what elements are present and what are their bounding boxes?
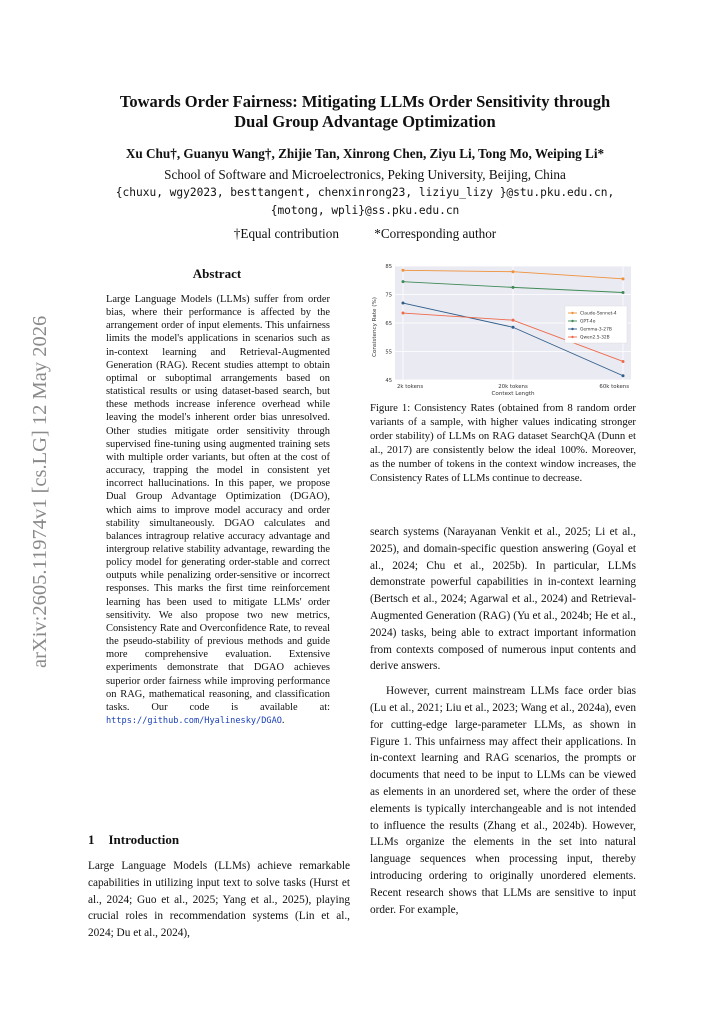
author-list: Xu Chu†, Guanyu Wang†, Zhijie Tan, Xinrong Chen, Ziyu Li, Tong Mo, Weiping Li* xyxy=(125,146,605,161)
data-point xyxy=(402,312,405,315)
data-point xyxy=(622,360,625,363)
paper-title xyxy=(70,92,660,132)
arxiv-stamp xyxy=(22,290,52,670)
data-point xyxy=(622,374,625,377)
email-line-1: {chuxu, wgy2023, besttangent, chenxinrong23, liziyu_lizy }@stu.pku.edu.cn, xyxy=(115,186,615,199)
code-link[interactable]: https://github.com/Hyalinesky/DGAO xyxy=(106,716,282,726)
legend-label: Claude-Sonnet-4 xyxy=(580,311,617,317)
y-tick-label: 45 xyxy=(385,378,392,384)
data-point xyxy=(512,326,515,329)
abstract-text: Large Language Models (LLMs) suffer from order bias, where their performance is affected by the arrangement order of input elements. This unfairness limits the model's applications in scenarios such as in-context learning and Retrieval-Augmented Generation (RAG). Recent studies attempt to obtain optimal or suboptimal arrangements based on statistical results or using dataset-based search, but these methods increase inference overhead while leaving the model's inherent order bias unresolved. Other studies mitigate order sensitivity through supervised fine-tuning using augmented training sets with multiple order variants, but often at the cost of accuracy, trapping the model in consistent yet incorrect hallucinations. In this paper, we propose Dual Group Advantage Optimization (DGAO), which aims to improve model accuracy and order stability simultaneously. DGAO calculates and balances intragroup relative accuracy advantage and intergroup relative stability advantage, rewarding the policy model for generating order-stable and correct outputs while penalizing order-sensitive or incorrect responses. This marks the first time reinforcement learning has been used to mitigate LLMs' order sensitivity. We also propose two new metrics, Consistency Rate and Overconfidence Rate, to reveal the pseudo-stability of previous methods and guide more comprehensive evaluation. Extensive experiments demonstrate that DGAO achieves superior order fairness while improving performance on RAG, mathematical reasoning, and classification tasks. Our code is available at: xyxy=(106,294,330,713)
y-tick-label: 65 xyxy=(385,321,392,327)
email-line-2: {motong, wpli}@ss.pku.edu.cn xyxy=(270,204,460,217)
chart-svg xyxy=(367,262,636,397)
email-block xyxy=(70,184,660,220)
abstract-heading: Abstract xyxy=(192,266,242,281)
x-axis-label: Context Length xyxy=(491,391,535,397)
x-tick-label: 2k tokens xyxy=(397,384,424,390)
figure-1-chart xyxy=(367,262,636,397)
section-number: 1 xyxy=(88,832,95,847)
equal-contribution-note: †Equal contribution xyxy=(233,226,339,241)
data-point xyxy=(512,270,515,273)
legend-marker xyxy=(571,320,573,322)
legend-label: Gemma-3-27B xyxy=(580,327,612,333)
section-title: Introduction xyxy=(108,832,180,847)
y-axis-label: Consistency Rate (%) xyxy=(372,297,378,357)
y-tick-label: 85 xyxy=(385,264,392,270)
corresponding-author-note: *Corresponding author xyxy=(374,226,497,241)
section-heading xyxy=(88,832,179,848)
y-tick-labels xyxy=(385,264,392,384)
data-point xyxy=(402,269,405,272)
intro-paragraph: Large Language Models (LLMs) achieve remarkable capabilities in utilizing input text to solve tasks (Hurst et al., 2024; Guo et al., 2025; Yang et al., 2025), playing crucial roles in recommendation systems (Lin et al., 2024; Du et al., 2024), xyxy=(88,860,350,940)
title-line-2: Dual Group Advantage Optimization xyxy=(234,112,496,131)
x-tick-label: 60k tokens xyxy=(599,384,629,390)
right-paragraph-1: search systems (Narayanan Venkit et al., 2025; Li et al., 2025), and domain-specific question answering (Goyal et al., 2024; Chu et al., 2025b). In particular, LLMs demonstrate powerful capabilities in in-context learning (Bertsch et al., 2024; Agarwal et al., 2024) and Retrieval-Augmented Generation (RAG) (Yu et al., 2024b; He et al., 2024) tasks, being able to extract important information from contexts composed of numerous input contents and derive answers. xyxy=(370,526,636,673)
data-point xyxy=(512,319,515,322)
legend-marker xyxy=(571,328,573,330)
data-point xyxy=(402,280,405,283)
legend-label: Qwen2.5-32B xyxy=(580,335,610,341)
x-tick-label: 20k tokens xyxy=(498,384,528,390)
chart-legend xyxy=(565,306,627,343)
y-tick-label: 75 xyxy=(385,292,392,299)
data-point xyxy=(622,277,625,280)
affiliation: School of Software and Microelectronics, Peking University, Beijing, China xyxy=(164,167,566,182)
legend-label: GPT-4o xyxy=(580,319,596,325)
abstract-body: Large Language Models (LLMs) suffer from order bias, where their performance is affected by the arrangement order of input elements. This unfairness limits the model's applications in scenarios such as in-context learning and Retrieval-Augmented Generation (RAG). Recent studies attempt to obtain optimal or suboptimal arrangements based on statistical results or using dataset-based search, but these methods increase inference overhead while leaving the model's inherent order bias unresolved. Other studies mitigate order sensitivity through supervised fine-tuning using augmented training sets with multiple order variants, but often at the cost of accuracy, trapping the model in consistent yet incorrect hallucinations. In this paper, we propose Dual Group Advantage Optimization (DGAO), which aims to improve model accuracy and order stability simultaneously. DGAO calculates and balances intragroup relative accuracy advantage and intergroup relative stability advantage, rewarding the policy model for generating order-stable and correct outputs while penalizing order-sensitive or incorrect responses. This marks the first time reinforcement learning has been used to mitigate LLMs' order sensitivity. We also propose two new metrics, Consistency Rate and Overconfidence Rate, to reveal the pseudo-stability of previous methods and guide more comprehensive evaluation. Extensive experiments demonstrate that DGAO achieves superior order fairness while improving performance on RAG, mathematical reasoning, and classification tasks. Our code is available at: https://github.com/Hyalinesky/DGAO. xyxy=(106,294,330,726)
arxiv-stamp-text: arXiv:2605.11974v1 [cs.LG] 12 May 2026 xyxy=(29,315,51,668)
title-line-1: Towards Order Fairness: Mitigating LLMs Order Sensitivity through xyxy=(119,92,611,111)
legend-marker xyxy=(571,312,573,314)
right-column-text xyxy=(370,524,636,926)
data-point xyxy=(512,286,515,289)
data-point xyxy=(402,302,405,305)
right-paragraph-2: However, current mainstream LLMs face order bias (Lu et al., 2021; Liu et al., 2023; Wang et al., 2024a), even for cutting-edge large-parameter LLMs, as shown in Figure 1. This unfairness may affect their applications. In in-context learning and RAG scenarios, the prompts or documents that need to be input to LLMs can be viewed as elements in an unordered set, where the order of these elements is typically interchangeable and is not intended to influence the results (Zhang et al., 2024b). However, LLMs organize the elements in the set into natural language sequences when processing input, thereby introducing ordering to originally unordered elements. Recent research shows that LLMs are sensitive to input order. For example, xyxy=(370,685,636,916)
figure-caption: Figure 1: Consistency Rates (obtained from 8 random order variants of a sample, with higher values indicating stronger order stability) of LLMs on RAG dataset SearchQA (Dunn et al., 2017) are consistently below the ideal 100%. Moreover, as the number of tokens in the context window increases, the Consistency Rates of LLMs continue to decrease. xyxy=(370,402,636,484)
y-tick-label: 55 xyxy=(385,349,392,356)
contribution-notes xyxy=(70,226,660,242)
x-tick-labels xyxy=(397,384,629,390)
legend-marker xyxy=(571,336,573,338)
data-point xyxy=(622,291,625,294)
